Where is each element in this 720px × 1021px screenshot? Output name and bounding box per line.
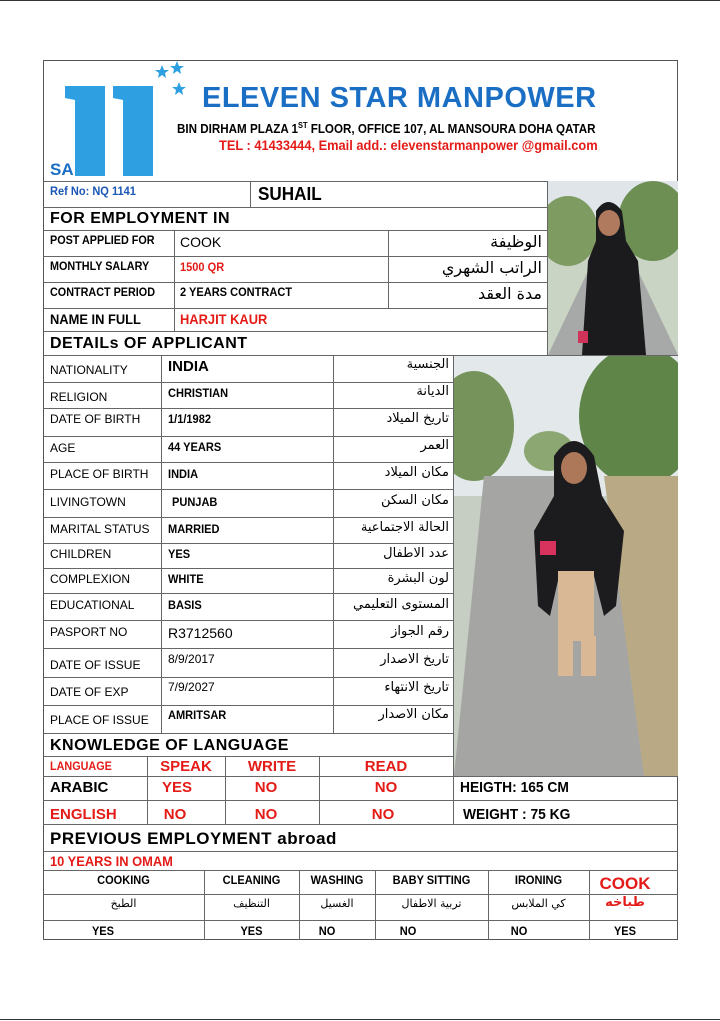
issue-place-arabic: مكان الاصدار bbox=[378, 707, 449, 722]
contract-period-label: CONTRACT PERIOD bbox=[50, 285, 156, 299]
pob-label: PLACE OF BIRTH bbox=[50, 467, 149, 481]
passport-label: PASPORT NO bbox=[50, 625, 128, 639]
educational-label: EDUCATIONAL bbox=[50, 598, 135, 612]
write-header: WRITE bbox=[247, 758, 297, 775]
issue-date-value: 8/9/2017 bbox=[168, 652, 215, 666]
contract-period-arabic: مدة العقد bbox=[478, 284, 542, 303]
arabic-speak: YES bbox=[161, 779, 192, 796]
skill-washing-ar: الغسيل bbox=[320, 897, 354, 910]
company-contact: TEL : 41433444, Email add.: elevenstarmanpower @gmail.com bbox=[219, 138, 598, 153]
skill-ironing-en: IRONING bbox=[514, 873, 563, 887]
post-applied-value: COOK bbox=[180, 234, 222, 250]
weight-value: WEIGHT : 75 KG bbox=[463, 806, 571, 823]
employment-section-title: FOR EMPLOYMENT IN bbox=[50, 210, 231, 227]
skill-ironing-ar: كي الملابس bbox=[511, 897, 566, 910]
marital-label: MARITAL STATUS bbox=[50, 522, 150, 536]
children-arabic: عدد الاطفال bbox=[383, 546, 449, 561]
educational-arabic: المستوى التعليمي bbox=[353, 597, 449, 612]
height-value: HEIGTH: 165 CM bbox=[460, 779, 569, 796]
company-address: BIN DIRHAM PLAZA 1ST FLOOR, OFFICE 107, AL MANSOURA DOHA QATAR bbox=[177, 121, 596, 137]
skill-cook-value: YES bbox=[613, 924, 637, 938]
nationality-label: NATIONALITY bbox=[50, 363, 128, 377]
complexion-label: COMPLEXION bbox=[50, 572, 131, 586]
name-label: NAME IN FULL bbox=[50, 311, 141, 327]
skill-cooking-ar: الطبخ bbox=[110, 897, 137, 910]
religion-value: CHRISTIAN bbox=[168, 386, 229, 400]
language-header: LANGUAGE bbox=[50, 759, 112, 773]
dob-arabic: تاريخ الميلاد bbox=[386, 411, 449, 426]
monthly-salary-arabic: الراتب الشهري bbox=[441, 258, 542, 277]
complexion-value: WHITE bbox=[168, 572, 204, 586]
complexion-arabic: لون البشرة bbox=[387, 571, 449, 586]
skill-ironing-value: NO bbox=[510, 924, 528, 938]
skill-cleaning-ar: التنظيف bbox=[233, 897, 270, 910]
nationality-value: INDIA bbox=[168, 358, 209, 375]
applicant-photo-small bbox=[548, 181, 678, 355]
nationality-arabic: الجنسية bbox=[406, 357, 449, 372]
issue-place-label: PLACE OF ISSUE bbox=[50, 713, 149, 727]
issue-place-value: AMRITSAR bbox=[168, 708, 227, 722]
monthly-salary-label: MONTHLY SALARY bbox=[50, 259, 150, 273]
pob-value: INDIA bbox=[168, 467, 199, 481]
age-arabic: العمر bbox=[420, 438, 449, 453]
previous-employment-title: PREVIOUS EMPLOYMENT abroad bbox=[50, 829, 337, 848]
dob-label: DATE OF BIRTH bbox=[50, 412, 141, 426]
marital-value: MARRIED bbox=[168, 522, 220, 536]
logo-sa-text: SA bbox=[50, 160, 74, 179]
pob-arabic: مكان الميلاد bbox=[384, 465, 449, 480]
ref-number: Ref No: NQ 1141 bbox=[50, 184, 136, 198]
issue-date-label: DATE OF ISSUE bbox=[50, 658, 141, 672]
skill-cooking-en: COOKING bbox=[97, 873, 150, 887]
skill-cooking-value: YES bbox=[91, 924, 115, 938]
skill-washing-value: NO bbox=[318, 924, 336, 938]
language-section-title: KNOWLEDGE OF LANGUAGE bbox=[50, 737, 289, 754]
english-write: NO bbox=[254, 806, 278, 823]
arabic-read: NO bbox=[374, 779, 398, 796]
age-value: 44 YEARS bbox=[168, 440, 222, 454]
age-label: AGE bbox=[50, 441, 76, 455]
skill-cook-ar: طباخه bbox=[605, 895, 645, 910]
details-section-title: DETAILs OF APPLICANT bbox=[50, 335, 248, 352]
children-value: YES bbox=[168, 547, 191, 561]
passport-arabic: رقم الجواز bbox=[391, 624, 449, 639]
skill-babysitting-value: NO bbox=[399, 924, 417, 938]
speak-header: SPEAK bbox=[160, 758, 212, 775]
dob-value: 1/1/1982 bbox=[168, 412, 211, 426]
religion-label: RELIGION bbox=[50, 390, 108, 404]
english-speak: NO bbox=[163, 806, 187, 823]
expiry-date-value: 7/9/2027 bbox=[168, 680, 215, 694]
passport-value: R3712560 bbox=[168, 625, 233, 641]
educational-value: BASIS bbox=[168, 598, 202, 612]
expiry-date-arabic: تاريخ الانتهاء bbox=[384, 680, 449, 695]
marital-arabic: الحالة الاجتماعية bbox=[360, 520, 449, 535]
children-label: CHILDREN bbox=[50, 547, 112, 561]
name-value: HARJIT KAUR bbox=[180, 311, 268, 327]
issue-date-arabic: تاريخ الاصدار bbox=[380, 652, 449, 667]
applicant-photo-full bbox=[454, 356, 678, 776]
monthly-salary-value: 1500 QR bbox=[180, 260, 225, 274]
arabic-language: ARABIC bbox=[50, 779, 109, 796]
agent-name: SUHAIL bbox=[258, 184, 322, 204]
skill-washing-en: WASHING bbox=[310, 873, 364, 887]
skill-babysitting-en: BABY SITTING bbox=[392, 873, 471, 887]
company-name: ELEVEN STAR MANPOWER bbox=[202, 82, 597, 114]
skill-babysitting-ar: تربية الاطفال bbox=[401, 897, 462, 910]
skill-cook-en: COOK bbox=[599, 874, 651, 893]
skill-cleaning-en: CLEANING bbox=[222, 873, 281, 887]
post-applied-label: POST APPLIED FOR bbox=[50, 233, 155, 247]
english-language: ENGLISH bbox=[50, 806, 117, 823]
arabic-write: NO bbox=[254, 779, 278, 796]
expiry-date-label: DATE OF EXP bbox=[50, 685, 129, 699]
livingtown-value: PUNJAB bbox=[172, 495, 218, 509]
post-applied-arabic: الوظيفة bbox=[490, 232, 542, 251]
english-read: NO bbox=[371, 806, 395, 823]
livingtown-arabic: مكان السكن bbox=[380, 493, 449, 508]
livingtown-label: LIVINGTOWN bbox=[50, 495, 126, 509]
previous-experience: 10 YEARS IN OMAM bbox=[50, 853, 173, 869]
religion-arabic: الديانة bbox=[416, 384, 449, 399]
contract-period-value: 2 YEARS CONTRACT bbox=[180, 285, 293, 299]
read-header: READ bbox=[364, 758, 408, 775]
skill-cleaning-value: YES bbox=[240, 924, 263, 938]
